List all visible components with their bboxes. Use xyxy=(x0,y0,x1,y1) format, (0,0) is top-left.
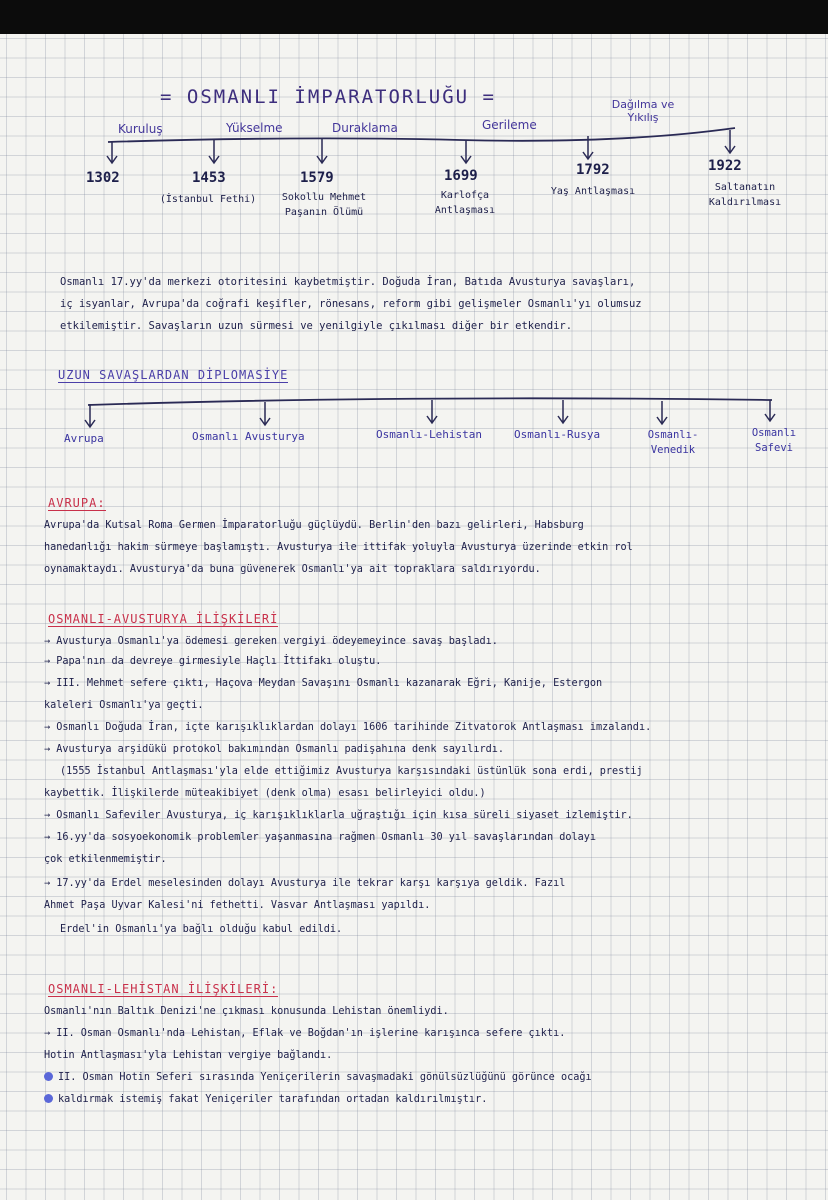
timeline-arrows xyxy=(107,130,735,163)
intro-line: Osmanlı 17.yy'da merkezi otoritesini kaybetmiştir. Doğuda İran, Batıda Avusturya savaşları, xyxy=(60,276,636,288)
avrupa-line: hanedanlığı hakim sürmeye başlamıştı. Avusturya ile ittifak yoluyla Avusturya üzerinde etkin rol xyxy=(44,542,633,553)
branch-label: Osmanlı-Venedik xyxy=(647,429,699,456)
year-label: 1792 xyxy=(576,162,610,178)
era-label: Kuruluş xyxy=(118,122,163,136)
event-label: (İstanbul Fethi) xyxy=(159,194,257,205)
branch-label: Osmanlı-Lehistan xyxy=(376,428,482,441)
avusturya-line: çok etkilenmemiştir. xyxy=(44,854,167,865)
avusturya-heading: OSMANLI-AVUSTURYA İLİŞKİLERİ xyxy=(48,612,279,626)
year-label: 1302 xyxy=(86,170,120,186)
lehistan-line: → II. Osman Osmanlı'nda Lehistan, Eflak ve Boğdan'ın işlerine karışınca sefere çıktı. xyxy=(44,1028,566,1039)
lehistan-line: II. Osman Hotin Seferi sırasında Yeniçerilerin savaşmadaki gönülsüzlüğünü görünce ocağı xyxy=(58,1072,592,1083)
page-title: = OSMANLI İMPARATORLUĞU = xyxy=(160,86,496,108)
avusturya-line: → Osmanlı Doğuda İran, içte karışıklıklardan dolayı 1606 tarihinde Zitvatorok Antlaşması imzalandı. xyxy=(44,722,652,733)
year-label: 1579 xyxy=(300,170,334,186)
diplomacy-heading: UZUN SAVAŞLARDAN DİPLOMASİYE xyxy=(58,368,289,382)
event-label: Yaş Antlaşması xyxy=(550,186,636,197)
avusturya-line: → 16.yy'da sosyoekonomik problemler yaşanmasına rağmen Osmanlı 30 yıl savaşlarından dolayı xyxy=(44,832,597,843)
event-label: Sokollu Mehmet Paşanın Ölümü xyxy=(281,192,367,218)
avusturya-line: → Papa'nın da devreye girmesiyle Haçlı İttifakı oluştu. xyxy=(44,656,382,667)
avusturya-line: (1555 İstanbul Antlaşması'yla elde ettiğimiz Avusturya karşısındaki üstünlük sona erdi, prestij xyxy=(60,766,643,777)
branch-label: Osmanlı Safevi xyxy=(751,427,797,454)
event-label: Karlofça Antlaşması xyxy=(434,190,496,216)
avusturya-line: → Avusturya arşidükü protokol bakımından Osmanlı padişahına denk sayılırdı. xyxy=(44,744,505,755)
avrupa-line: oynamaktaydı. Avusturya'da buna güvenerek Osmanlı'ya ait topraklara saldırıyordu. xyxy=(44,564,541,575)
branch-label: Osmanlı-Rusya xyxy=(514,428,601,441)
intro-line: iç isyanlar, Avrupa'da coğrafi keşifler, rönesans, reform gibi gelişmeler Osmanlı'yı olumsuz xyxy=(60,298,642,310)
intro-line: etkilemiştir. Savaşların uzun sürmesi ve yenilgiyle çıkılması diğer bir etkendir. xyxy=(60,320,573,332)
avrupa-line: Avrupa'da Kutsal Roma Germen İmparatorluğu güçlüydü. Berlin'den bazı gelirleri, Habsburg xyxy=(44,520,584,531)
lehistan-line: Osmanlı'nın Baltık Denizi'ne çıkması konusunda Lehistan önemliydi. xyxy=(44,1006,449,1017)
year-label: 1922 xyxy=(708,158,742,174)
diplomacy-arrows xyxy=(85,400,775,427)
avusturya-line: Erdel'in Osmanlı'ya bağlı olduğu kabul edildi. xyxy=(60,924,343,935)
diplomacy-line xyxy=(88,398,772,405)
avrupa-heading: AVRUPA: xyxy=(48,496,106,510)
lehistan-heading: OSMANLI-LEHİSTAN İLİŞKİLERİ: xyxy=(48,982,279,996)
bullet-dot xyxy=(44,1072,53,1081)
avusturya-line: Ahmet Paşa Uyvar Kalesi'ni fethetti. Vasvar Antlaşması yapıldı. xyxy=(44,900,431,911)
avusturya-line: → III. Mehmet sefere çıktı, Haçova Meydan Savaşını Osmanlı kazanarak Eğri, Kanije, Estergon xyxy=(44,678,603,689)
bullet-dot xyxy=(44,1094,53,1103)
lehistan-line: kaldırmak istemiş fakat Yeniçeriler tarafından ortadan kaldırılmıştır. xyxy=(58,1094,488,1105)
avusturya-line: kaybettik. İlişkilerde müteakibiyet (denk olma) esası belirleyici oldu.) xyxy=(44,788,486,799)
event-label: Saltanatın Kaldırılması xyxy=(708,182,782,208)
branch-label: Osmanlı Avusturya xyxy=(192,430,305,443)
avusturya-line: → 17.yy'da Erdel meselesinden dolayı Avusturya ile tekrar karşı karşıya geldik. Fazıl xyxy=(44,878,566,889)
branch-label: Avrupa xyxy=(64,432,104,445)
year-label: 1453 xyxy=(192,170,226,186)
avusturya-line: → Avusturya Osmanlı'ya ödemesi gereken vergiyi ödeyemeyince savaş başladı. xyxy=(44,636,498,647)
avusturya-line: kaleleri Osmanlı'ya geçti. xyxy=(44,700,204,711)
era-label: Dağılma ve Yıkılış xyxy=(611,98,675,124)
era-label: Duraklama xyxy=(332,121,398,135)
timeline-line xyxy=(108,128,735,142)
year-label: 1699 xyxy=(444,168,478,184)
lehistan-line: Hotin Antlaşması'yla Lehistan vergiye bağlandı. xyxy=(44,1050,333,1061)
era-label: Yükselme xyxy=(226,121,283,135)
avusturya-line: → Osmanlı Safeviler Avusturya, iç karışıklıklarla uğraştığı için kısa süreli siyaset izlemiştir. xyxy=(44,810,633,821)
era-label: Gerileme xyxy=(482,118,537,132)
